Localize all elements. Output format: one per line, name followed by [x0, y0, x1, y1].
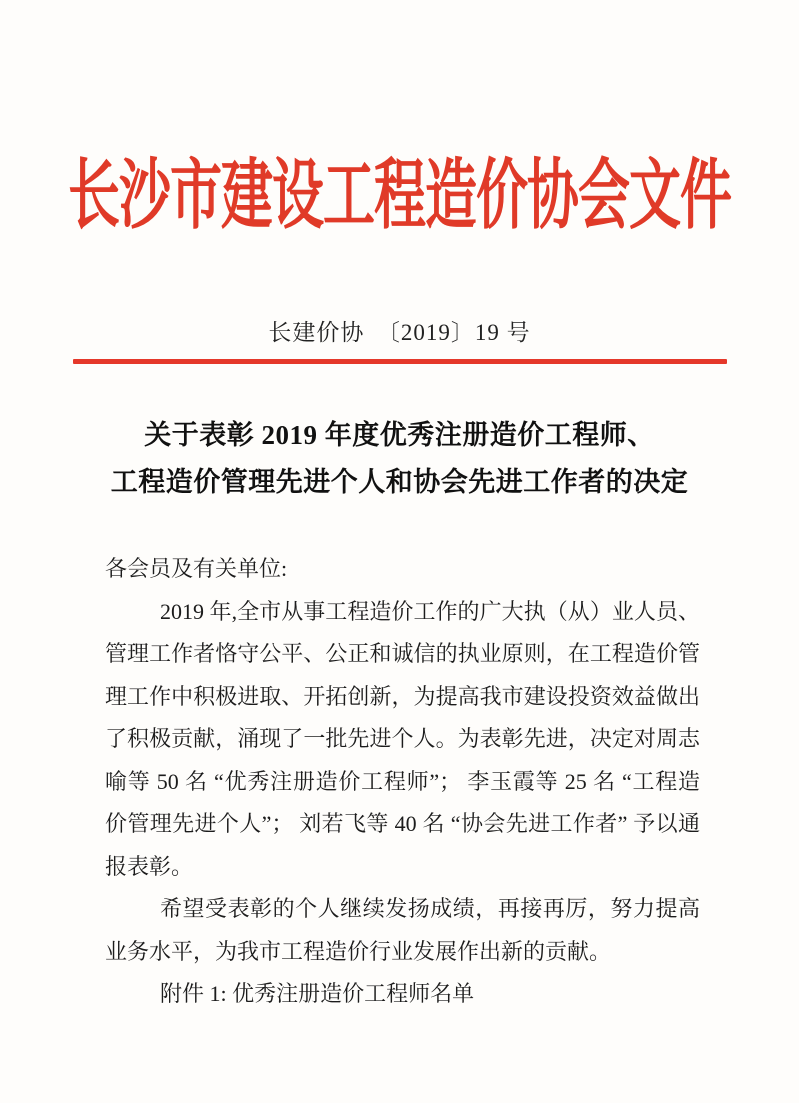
document-number: 长建价协 〔2019〕19 号 [268, 320, 531, 345]
attachment-reference-line: 附件 1: 优秀注册造价工程师名单 [160, 981, 475, 1006]
red-divider-rule [73, 359, 727, 364]
document-body [0, 548, 799, 1016]
body-paragraph-2: 希望受表彰的个人继续发扬成绩，再接再厉，努力提高业务水平，为我市工程造价行业发展作出新的贡献。 [105, 896, 700, 964]
salutation-line: 各会员及有关单位: [105, 556, 288, 581]
document-title-line-2: 工程造价管理先进个人和协会先进工作者的决定 [110, 467, 689, 497]
body-paragraph-1: 2019 年,全市从事工程造价工作的广大执（从）业人员、管理工作者恪守公平、公正和诚信的执业原则，在工程造价管理工作中积极进取、开拓创新，为提高我市建设投资效益做出了积极贡献，涌现了一批先进个人。为表彰先进，决定对周志喻等 50 名 “优秀注册造价工程师”； 李玉霞等 25 名 “工程造价管理先进个人”； 刘若飞等 40 名 “协会先进工作者” 予以通报表彰。 [105, 598, 700, 879]
letterhead-org-title: 长沙市建设工程造价协会文件 [67, 155, 731, 240]
document-title [0, 412, 799, 506]
document-title-line-1: 关于表彰 2019 年度优秀注册造价工程师、 [144, 420, 655, 450]
